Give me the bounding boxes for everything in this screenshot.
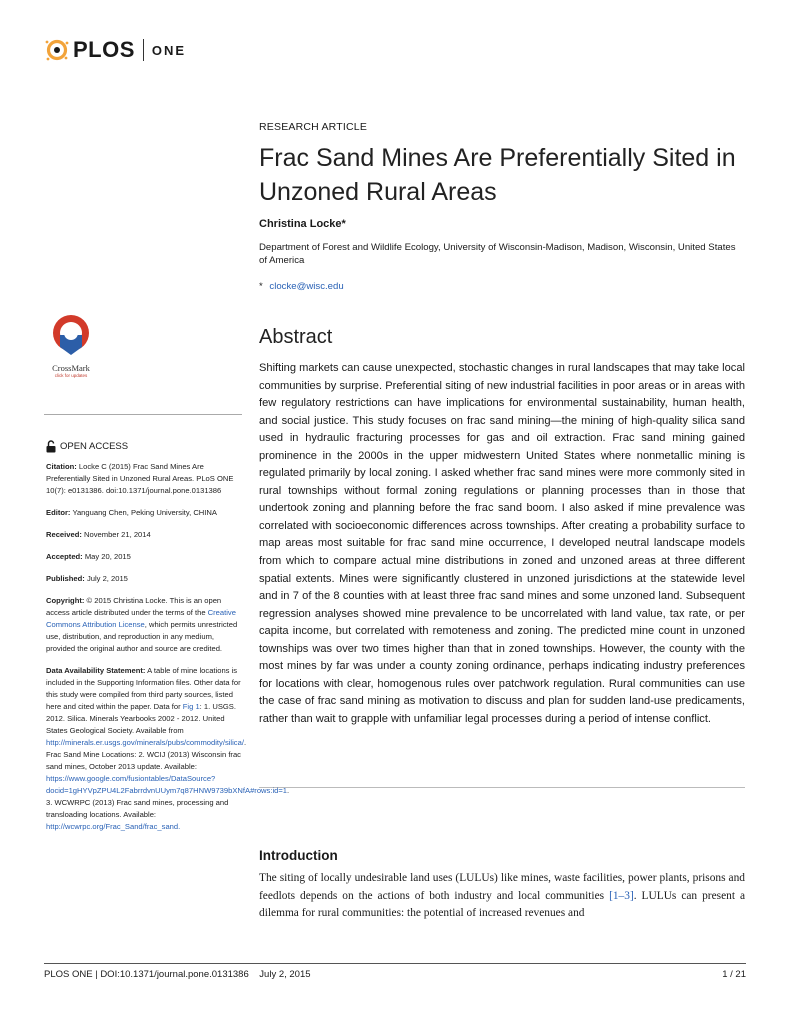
data-availability-block — [46, 665, 290, 833]
open-access-label — [46, 440, 128, 453]
wcwrpc-link[interactable]: http://wcwrpc.org/Frac_Sand/frac_sand. — [46, 822, 181, 831]
citation-label: Citation: — [46, 462, 77, 471]
accepted-block — [46, 551, 242, 563]
citation-block — [46, 461, 242, 497]
logo-suffix: ONE — [151, 42, 187, 58]
article-title: Frac Sand Mines Are Preferentially Sited in Unzoned Rural Areas — [259, 144, 736, 206]
page-number: 1 / 21 — [722, 969, 746, 980]
received-block — [46, 529, 242, 541]
intro-text-before: The siting of locally undesirable land uses (LULUs) like mines, waste facilities, power plants, prisons and feedlots depends on the actions of both industry and local communities — [259, 872, 745, 902]
published-label: Published: — [46, 574, 85, 583]
footer-citation: PLOS ONE | DOI:10.1371/journal.pone.0131386 July 2, 2015 — [44, 969, 311, 980]
usgs-link[interactable]: http://minerals.er.usgs.gov/minerals/pubs/commodity/silica/ — [46, 738, 244, 747]
das-text-1: A table of mine locations is included in the Supporting Information files. Other data for this study were compiled from third party sources, listed here and cited within the paper. Data for — [46, 666, 241, 711]
copyright-label: Copyright: — [46, 596, 85, 605]
editor-text: Yanguang Chen, Peking University, CHINA — [72, 508, 217, 517]
logo-word: PLOS — [73, 37, 135, 62]
crossmark-label: CrossMark — [52, 363, 90, 373]
open-lock-icon — [46, 440, 56, 453]
das-text-2: : 1. USGS. 2012. Silica. Minerals Yearbooks 2002 - 2012. United States Geological Society. Available from — [46, 702, 236, 735]
abstract-divider — [259, 787, 745, 788]
accepted-text: May 20, 2015 — [84, 552, 131, 561]
accepted-label: Accepted: — [46, 552, 83, 561]
copyright-block — [46, 595, 242, 655]
citation-text: Locke C (2015) Frac Sand Mines Are Preferentially Sited in Unzoned Rural Areas. PLoS ONE 10(7): e0131386. doi:10.1371/journal.pone.0131386 — [46, 462, 234, 495]
introduction-heading: Introduction — [259, 848, 338, 863]
plos-logo-icon — [44, 37, 70, 63]
google-fusiontables-link[interactable]: https://www.google.com/fusiontables/DataSource?docid=1gHYVpZPU4L2FabrrdvnUUym7q87HNW9739bXNfA#rows:id=1 — [46, 774, 288, 795]
introduction-text — [259, 870, 745, 923]
license-link[interactable]: Creative Commons Attribution License — [46, 608, 236, 629]
open-access-text: OPEN ACCESS — [60, 441, 129, 452]
logo-divider — [143, 39, 144, 61]
corresponding-email — [259, 281, 344, 292]
plos-one-logo[interactable] — [44, 36, 186, 64]
crossmark-icon — [51, 313, 91, 357]
copyright-text-2: , which permits unrestricted use, distribution, and reproduction in any medium, provided the original author and source are credited. — [46, 620, 238, 653]
footer-divider — [44, 963, 746, 964]
article-type: RESEARCH ARTICLE — [259, 121, 368, 133]
copyright-text-1: © 2015 Christina Locke. This is an open access article distributed under the terms of the — [46, 596, 222, 617]
data-availability-label: Data Availability Statement: — [46, 666, 146, 675]
published-text: July 2, 2015 — [86, 574, 128, 583]
crossmark-badge[interactable] — [44, 313, 98, 378]
sidebar-divider — [44, 414, 242, 415]
received-label: Received: — [46, 530, 82, 539]
editor-label: Editor: — [46, 508, 71, 517]
editor-block — [46, 507, 242, 519]
author-name: Christina Locke* — [259, 218, 346, 230]
intro-text-after: . LULUs can present a dilemma for rural communities: the potential of increased revenues and — [259, 889, 746, 919]
abstract-heading: Abstract — [259, 326, 333, 348]
fig1-link[interactable]: Fig 1 — [182, 702, 200, 711]
published-block — [46, 573, 242, 585]
email-star: * — [259, 281, 263, 292]
abstract-text: Shifting markets can cause unexpected, stochastic changes in rural landscapes that may take local communities by surprise. Preferential siting of new industrial facilities in poor areas or in areas with few regulatory restrictions can have implications for environmental sustainability, human health, and social justice. This study focuses on frac sand mining—the mining of high-quality silica sand used in hydraulic fracturing processes for gas and oil extraction. Frac sand mining gained prominence in the 2000s in the upper midwestern United States where nonmetallic mining is regulated primarily by local zoning. I asked whether frac sand mines were more commonly sited in rural townships without formal zoning regulations or planning processes than in those that undertook zoning and planning before the frac sand boom. I also asked if mine prevalence was correlated with socioeconomic differences across townships. After creating a probability surface to map areas most suitable for frac sand mine occurrence, I developed neutral landscape models from which to compare actual mine distributions in zoned and unzoned areas at three different spatial extents. Mines were significantly clustered in unzoned jurisdictions at the statewide level and in 7 of the 8 counties with at least three frac sand mines and some unzoned land. Subsequent regression analyses showed mine prevalence to be uncorrelated with land value, tax rate, or per capita income, but correlated with remoteness and zoning. The predicted mine count in unzoned townships was over two times higher than that in zoned townships. However, the county with the most mines by far was under a county zoning ordinance, perhaps indicating industry preferences for locations with clear, homogenous rules over patchwork regulation. Rural communities can use the case of frac sand mining as motivation to discuss and plan for sudden land-use predicaments, rather than wait to grapple with unfamiliar legal processes during a period of intense conflict. — [259, 362, 745, 725]
email-link[interactable]: clocke@wisc.edu — [269, 281, 344, 292]
author-affiliation: Department of Forest and Wildlife Ecology, University of Wisconsin-Madison, Madison, Wisconsin, United States of America — [259, 242, 736, 266]
das-text-3: . Frac Sand Mine Locations: 2. WCIJ (2013) Wisconsin frac sand mines, October 2013 update. Available: — [46, 738, 247, 771]
crossmark-sublabel: click for updates — [54, 373, 88, 378]
article-metadata — [46, 461, 290, 843]
intro-reference-link[interactable]: [1–3] — [609, 889, 634, 902]
das-text-4: . 3. WCWRPC (2013) Frac sand mines, processing and transloading locations. Available: — [46, 786, 290, 819]
received-text: November 21, 2014 — [84, 530, 151, 539]
